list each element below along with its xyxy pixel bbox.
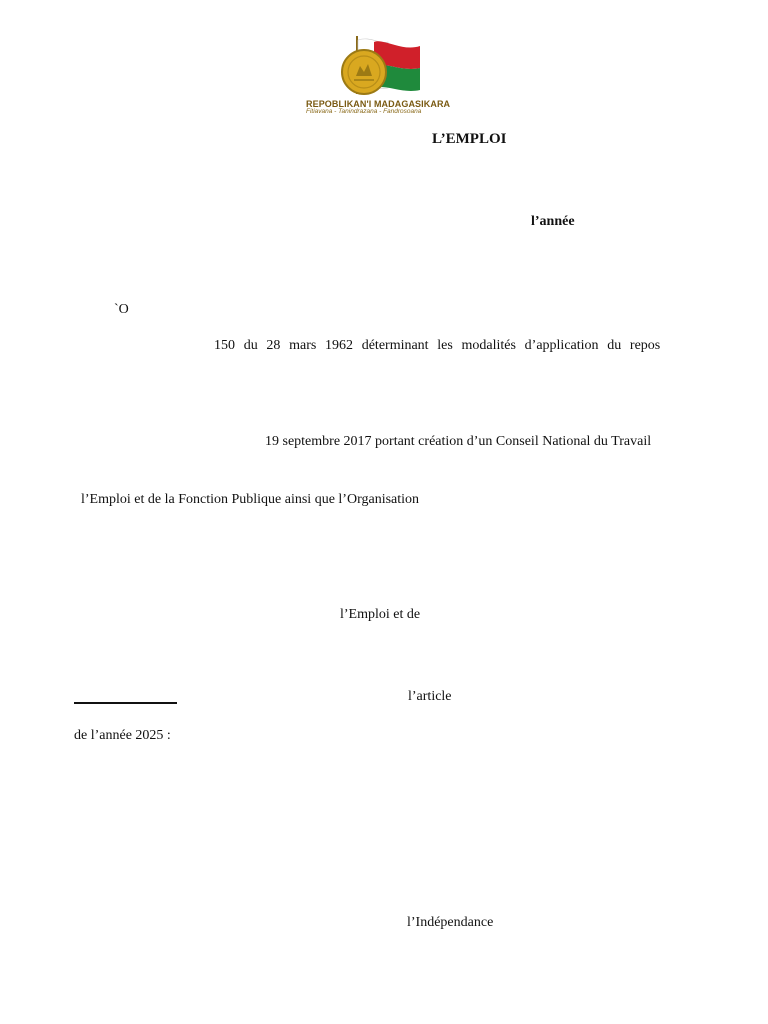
decree-1962-text: 150 du 28 mars 1962 déterminant les modalités d’application du repos xyxy=(214,338,661,353)
text-line-year-2025: de l’année 2025 : xyxy=(74,728,171,743)
text-line-article: l’article xyxy=(408,689,452,704)
text-line-o: `O xyxy=(114,302,129,317)
emblem-name-text: REPOBLIKAN'I MADAGASIKARA xyxy=(306,99,451,109)
emblem-motto-text: Fitiavana - Tanindrazana - Fandrosoana xyxy=(306,108,422,115)
document-title: L’EMPLOI xyxy=(432,131,507,147)
text-line-emploi: l’Emploi et de xyxy=(340,607,421,622)
text-line-decree-2017: 19 septembre 2017 portant création d’un Conseil National du Travail xyxy=(265,434,652,449)
separator-line xyxy=(74,702,177,704)
text-line-ministry: l’Emploi et de la Fonction Publique ainsi que l’Organisation xyxy=(81,492,420,507)
text-line-decree-1962 xyxy=(214,338,696,354)
text-line-independance: l’Indépendance xyxy=(407,915,494,930)
year-label: l’année xyxy=(531,214,575,229)
